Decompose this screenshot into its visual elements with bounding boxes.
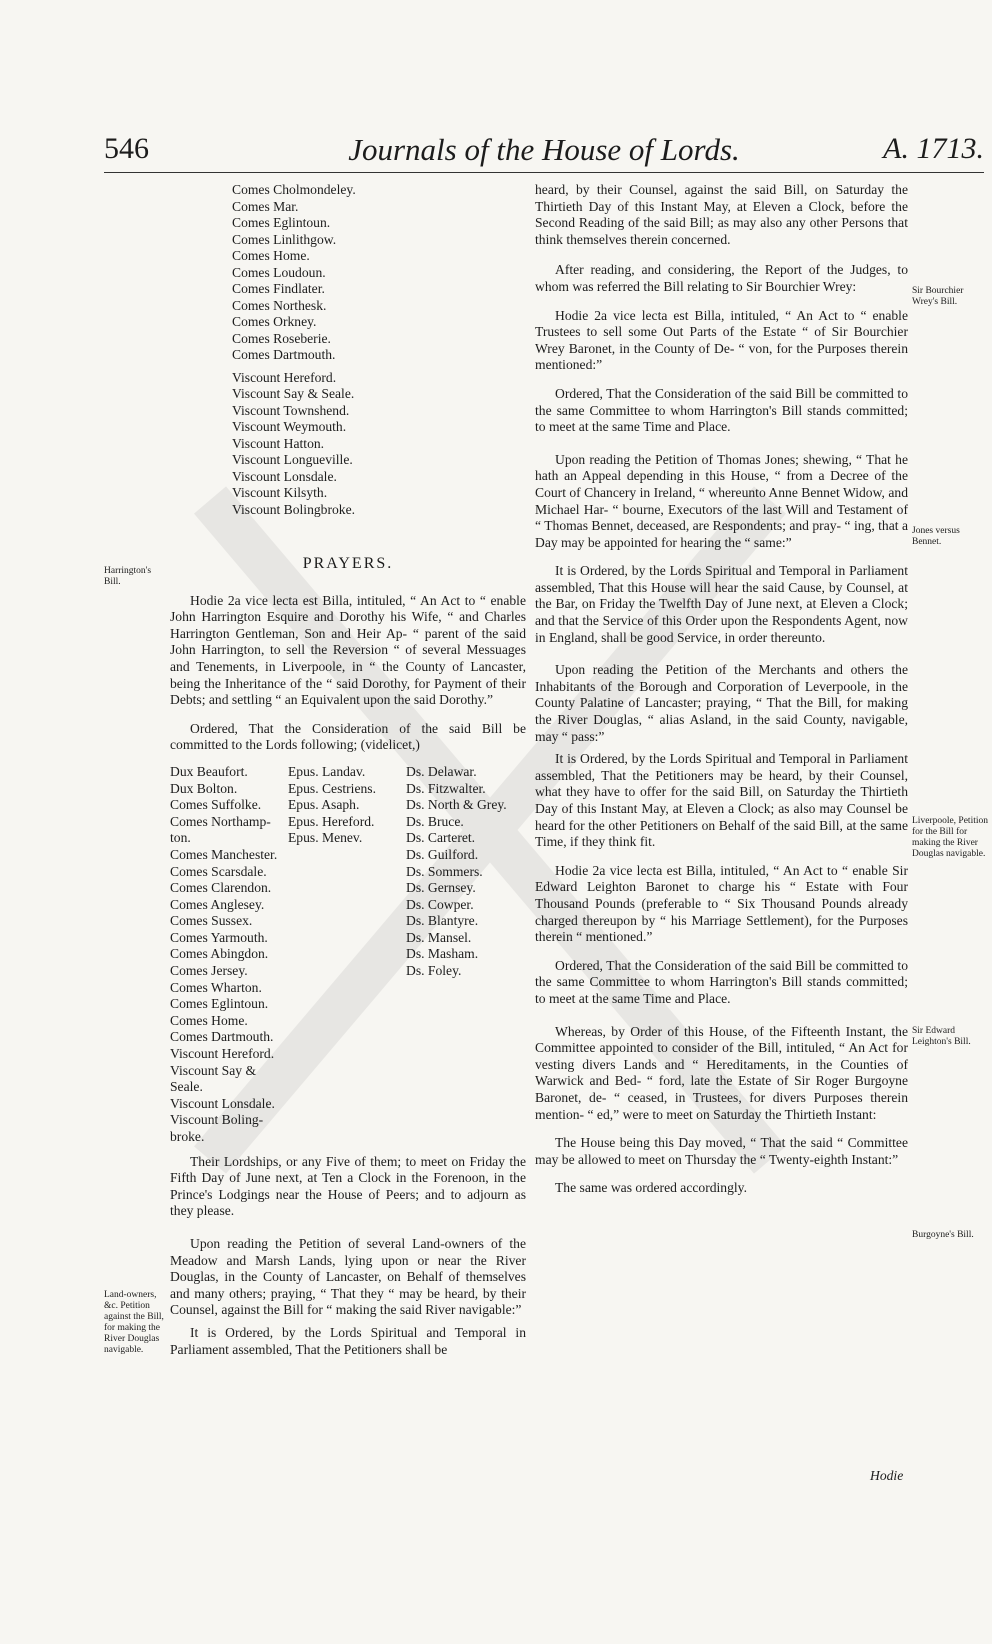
landowners-petition: Upon reading the Petition of several Land-owners of the Meadow and Marsh Lands, lying upon or near the River Douglas, in the County of Lancaster, on Behalf of themselves and many others; praying, “ That they “ may be heard, by their Counsel, against the Bill for “ making the said River navigable:” [170, 1235, 526, 1318]
viscounts-list [170, 370, 526, 519]
margin-note-liverpoole: Liverpoole, Petition for the Bill for making the River Douglas navigable. [912, 816, 988, 859]
page-header [104, 132, 984, 172]
committee-member: Epus. Asaph. [288, 797, 360, 813]
committee-member: Viscount Boling- [170, 1112, 264, 1128]
wrey-ordered: Ordered, That the Consideration of the said Bill be committed to the same Committee to whom Harrington's Bill stands committed; to meet at the same Time and Place. [535, 385, 908, 435]
peer-name: Comes Linlithgow. [232, 231, 337, 247]
committee-col-bishops [288, 764, 406, 1146]
committee-member: Comes Eglintoun. [170, 996, 269, 1012]
margin-note-burgoyne: Burgoyne's Bill. [912, 1230, 974, 1240]
committee-member: Dux Bolton. [170, 780, 238, 796]
landowners-ordered: It is Ordered, by the Lords Spiritual and Temporal in Parliament assembled, That the Petitioners shall be [170, 1324, 526, 1357]
jones-ordered: It is Ordered, by the Lords Spiritual and Temporal in Parliament assembled, That this House will hear the said Cause, by Counsel, at the Bar, on Friday the Twelfth Day of June next, at Eleven a Clock; and that the Service of this Order upon the Respondents Agent, now in England, shall be good Service, in order thereunto. [535, 563, 908, 645]
committee-member: Comes Abingdon. [170, 946, 269, 962]
committee-member: Ds. Masham. [406, 946, 479, 962]
committee-member: Viscount Say & [170, 1062, 257, 1078]
viscount-name: Viscount Hatton. [232, 435, 325, 451]
margin-note-leighton: Sir Edward Leighton's Bill. [912, 1026, 971, 1047]
peer-name: Comes Eglintoun. [232, 215, 331, 230]
committee-member: Comes Manchester. [170, 846, 278, 862]
committee-member: Ds. Gernsey. [406, 880, 476, 896]
committee-member: Ds. Cowper. [406, 896, 474, 912]
committee-member: Comes Home. [170, 1012, 248, 1028]
peer-name: Comes Northesk. [232, 297, 327, 313]
committee-member: Comes Yarmouth. [170, 929, 268, 945]
committee-member: Comes Northamp- [170, 813, 271, 829]
committee-member: broke. [170, 1129, 205, 1144]
margin-note-harrington: Harrington's Bill. [104, 566, 152, 587]
committee-col-temporal [170, 764, 288, 1146]
viscount-name: Viscount Bolingbroke. [232, 501, 356, 517]
peer-name: Comes Orkney. [232, 314, 317, 329]
committee-member: Ds. Delawar. [406, 763, 477, 779]
leighton-ordered: Ordered, That the Consideration of the said Bill be committed to the same Committee to whom Harrington's Bill stands committed; to meet at the same Time and Place. [535, 957, 908, 1006]
peer-name: Comes Dartmouth. [232, 347, 336, 362]
viscount-name: Viscount Weymouth. [232, 419, 347, 434]
committee-member: Epus. Menev. [288, 830, 363, 846]
landowners-continuation: heard, by their Counsel, against the said Bill, on Saturday the Thirtieth Day of this Instant May, at Eleven a Clock, before the Second Reading of the said Bill; as may also any other Persons that think themselves therein concerned. [535, 182, 908, 247]
committee-member: Ds. Carteret. [406, 830, 476, 846]
liverpoole-petition: Upon reading the Petition of the Merchants and others the Inhabitants of the Borough and Corporation of Leverpoole, in the County Palatine of Lancaster; praying, “ That the Bill, for making the River Douglas, “ alias Asland, in the said County, navigable, may “ pass:” [535, 662, 908, 744]
committee-member: Ds. Foley. [406, 963, 462, 979]
left-column [170, 182, 526, 1358]
jones-petition: Upon reading the Petition of Thomas Jones; shewing, “ That he hath an Appeal depending in this House, “ from a Decree of the Court of Chancery in Ireland, “ whereunto Anne Bennet Widow, and Michael Har- “ bourne, Executors of the last Will and Testament of “ Thomas Bennet, deceased, are Respondents; and pray- “ ing, that a Day may be appointed for hearing the “ same:” [535, 451, 908, 550]
committee-meeting: Their Lordships, or any Five of them; to meet on Friday the Fifth Day of June next, at Ten a Clock in the Forenoon, in the Prince's Lodgings near the House of Peers; and to adjourn as they please. [170, 1153, 526, 1219]
margin-note-jones: Jones versus Bennet. [912, 526, 960, 547]
committee-member: Viscount Lonsdale. [170, 1095, 275, 1111]
peer-name: Comes Cholmondeley. [232, 182, 356, 197]
leighton-bill-text: Hodie 2a vice lecta est Billa, intituled, “ An Act to “ enable Sir Edward Leighton Baronet to charge his “ Estate with Four Thousand Pounds (preferable to “ Six Thousand Pounds already charged thereupon by “ his Marriage Settlement), for the Purposes therein “ mentioned.” [535, 862, 908, 945]
committee-member: Viscount Hereford. [170, 1046, 275, 1062]
viscount-name: Viscount Longueville. [232, 452, 353, 467]
viscount-name: Viscount Townshend. [232, 402, 350, 418]
viscount-name: Viscount Lonsdale. [232, 468, 337, 484]
committee-member: Epus. Landav. [288, 763, 366, 779]
committee-member: Ds. Fitzwalter. [406, 780, 486, 796]
wrey-bill-text: Hodie 2a vice lecta est Billa, intituled, “ An Act to “ enable Trustees to sell some Out Parts of the Estate “ of Sir Bourchier Wrey Baronet, in the County of De- “ von, for the Purposes therein mentioned:” [535, 307, 908, 373]
committee-member: Comes Clarendon. [170, 880, 272, 896]
margin-note-wrey: Sir Bourchier Wrey's Bill. [912, 286, 964, 307]
harrington-ordered: Ordered, That the Consideration of the said Bill be committed to the Lords following; (videlicet,) [170, 720, 526, 753]
peer-name: Comes Mar. [232, 198, 299, 214]
committee-member: Comes Scarsdale. [170, 863, 267, 879]
committee-member: Comes Wharton. [170, 979, 262, 995]
committee-member: Comes Suffolke. [170, 797, 262, 813]
committee-list [170, 764, 526, 1146]
liverpoole-ordered: It is Ordered, by the Lords Spiritual and Temporal in Parliament assembled, That the Petitioners may be heard, by their Counsel, what they have to offer for the said Bill, on Saturday the Thirtieth Day of this Instant May, at Eleven a Clock; as also may Counsel be heard for the other Petitioners on Behalf of the said Bill, at the same Time, if they think fit. [535, 751, 908, 850]
harrington-bill-text: Hodie 2a vice lecta est Billa, intituled, “ An Act to “ enable John Harrington Esquire and Dorothy his Wife, “ and Charles Harrington Gentleman, Son and Heir Ap- “ parent of the said John Harrington, to sell the Reversion “ of several Messuages and Tenements, in Liverpoole, in “ the County of Lancaster, being the Inheritance of the “ said Dorothy, for Payment of their Debts; and settling “ an Equivalent upon the said Dorothy.” [170, 592, 526, 708]
committee-member: Dux Beaufort. [170, 763, 248, 779]
committee-member: Ds. Sommers. [406, 863, 483, 879]
year-label: A. 1713. [883, 132, 984, 165]
wrey-intro: After reading, and considering, the Report of the Judges, to whom was referred the Bill relating to Sir Bourchier Wrey: [535, 262, 908, 294]
committee-member: Ds. Bruce. [406, 813, 464, 829]
burgoyne-result: The same was ordered accordingly. [555, 1180, 747, 1196]
viscount-name: Viscount Say & Seale. [232, 386, 355, 401]
header-rule [104, 172, 984, 173]
committee-member: Comes Dartmouth. [170, 1029, 274, 1045]
catchword: Hodie [870, 1468, 904, 1483]
page-number: 546 [104, 132, 149, 165]
committee-member: Comes Sussex. [170, 913, 253, 929]
committee-member: Epus. Hereford. [288, 813, 375, 829]
committee-member: ton. [170, 830, 191, 846]
committee-member: Comes Jersey. [170, 963, 248, 979]
peer-name: Comes Findlater. [232, 281, 325, 296]
viscount-name: Viscount Hereford. [232, 369, 337, 385]
peer-name: Comes Home. [232, 248, 310, 263]
margin-note-landowners: Land-owners, &c. Petition against the Bill, for making the River Douglas navigable. [104, 1290, 164, 1355]
committee-member: Ds. Mansel. [406, 929, 472, 945]
right-column [535, 182, 908, 1197]
burgoyne-text: Whereas, by Order of this House, of the Fifteenth Instant, the Committee appointed to consider of the Bill, intituled, “ An Act for vesting divers Lands and “ Hereditaments, in the Counties of Warwick and Bed- “ ford, late the Estate of Sir Roger Burgoyne Baronet, de- “ ceased, in Trustees, for divers Purposes therein mention- “ ed,” were to meet on Saturday the Thirtieth Instant: [535, 1023, 908, 1122]
peer-name: Comes Loudoun. [232, 264, 326, 280]
viscount-name: Viscount Kilsyth. [232, 485, 328, 500]
committee-member: Seale. [170, 1079, 203, 1095]
committee-member: Comes Anglesey. [170, 896, 265, 912]
committee-member: Ds. Blantyre. [406, 913, 479, 929]
committee-member: Ds. North & Grey. [406, 797, 507, 813]
peer-name: Comes Roseberie. [232, 330, 331, 346]
committee-col-barons [406, 764, 524, 1146]
prayers-heading: PRAYERS. [302, 555, 394, 572]
burgoyne-moved: The House being this Day moved, “ That the said “ Committee may be allowed to meet on Thursday the “ Twenty-eighth Instant:” [535, 1135, 908, 1167]
committee-member: Ds. Guilford. [406, 846, 479, 862]
journal-title: Journals of the House of Lords. [348, 132, 740, 167]
peers-list [170, 182, 526, 364]
committee-member: Epus. Cestriens. [288, 780, 376, 796]
